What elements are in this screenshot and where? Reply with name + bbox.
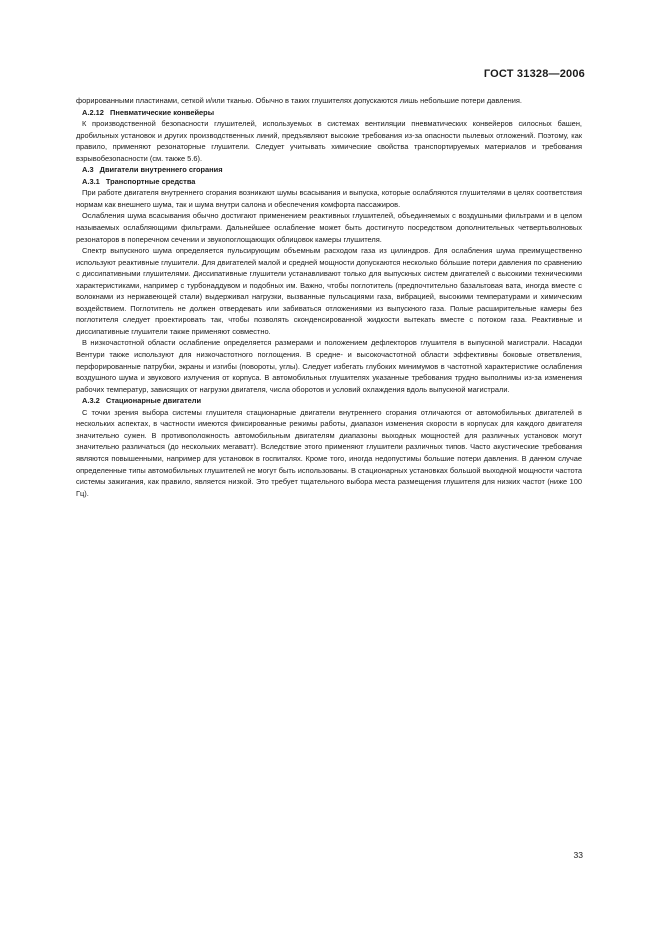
section-title: Стационарные двигатели <box>105 396 202 406</box>
section-heading-a32 <box>76 395 582 407</box>
document-header-id: ГОСТ 31328—2006 <box>483 68 585 80</box>
document-body <box>76 95 582 499</box>
paragraph-stationary-engines: С точки зрения выбора системы глушителя стационарные двигатели внутреннего сгорания отличаются от автомобильных двигателей в нескольких аспектах, в частности имеются фиксированные режимы работы, диапазон изменения скорости в корпусах для каждого двигателя значительно сужен. В противоположность автомобильным двигателям диапазоны выходных мощностей для различных установок могут значительно различаться (до нескольких мегаватт). Вследствие этого применяют глушители различных типов. Часто акустические требования являются повышенными, например для установок в госпиталях. Кроме того, иногда недопустимы большие потери давления. В данном случае определенные типы автомобильных глушителей не могут быть использованы. В стационарных установках большой выходной мощности частота системы зажигания, как правило, является низкой. Это требует тщательного выбора места размещения глушителя для низких частот (ниже 100 Гц). <box>76 407 582 498</box>
paragraph-exhaust-spectrum: Спектр выпускного шума определяется пульсирующим объемным расходом газа из цилиндров. Для ослабления шума преимущественно используют реактивные глушители. Для двигателей малой и средней мощности допускаются несколько бо́льшие потери давления по сравнению с диссипативными глушителями. Диссипативные глушители устанавливают только для выпускных систем двигателей с высокими техническими характеристиками, например с турбонаддувом и подобных им. Важно, чтобы поглотитель (предпочтительно базальтовая вата, иногда вместе с волокнами из нержавеющей стали) выдерживал нагрузки, вызванные пульсациями газа, вибрацией, высокими температурами и химическим воздействием. Поглотитель не должен отвердевать или забиваться отложениями из выпускного газа. Полые расширительные камеры без поглотителя следует проектировать так, чтобы позволять сконденсированной жидкости вытекать вместе с потоком газа. Реактивные и диссипативные глушители также применяют совместно. <box>76 246 582 336</box>
section-number: А.3.1 <box>82 176 100 186</box>
section-title: Транспортные средства <box>105 176 196 186</box>
paragraph-engine-noise: При работе двигателя внутреннего сгорания возникают шумы всасывания и выпуска, которые ослабляются глушителями в целях соответствия нормам как внешнего шума, так и шума внутри салона и обеспечения комфорта пассажиров. <box>76 188 582 209</box>
section-number: А.2.12 <box>82 107 104 117</box>
paragraph-low-frequency: В низкочастотной области ослабление определяется размерами и положением дефлекторов глушителя в выпускной магистрали. Насадки Вентури также используют для низкочастотного поглощения. В средне- и высокочастотной области эффективны боковые ответвления, перфорированные патрубки, экраны и изгибы (повороты, углы). Следует избегать глубоких минимумов в частотной характеристике ослабления воздушного шума и звукового излучения от корпуса. В автомобильных глушителях указанные требования трудно выполнимы из-за изменения рабочих температур, зависящих от нагрузки двигателя, числа оборотов и условий охлаждения вдоль выпускной магистрали. <box>76 338 582 394</box>
paragraph-intake-noise: Ослабления шума всасывания обычно достигают применением реактивных глушителей, объединяемых с воздушными фильтрами и в целом называемых ослабляющими фильтрами. Дальнейшее ослабление может быть достигнуто посредством дополнительных четвертьволновых резонаторов в поперечном сечении и звукопоглощающих облицовок камеры глушителя. <box>76 211 582 244</box>
section-heading-a3 <box>76 164 582 176</box>
paragraph-pneumatic-conveyors: К производственной безопасности глушителей, используемых в системах вентиляции пневматических конвейеров силосных башен, дробильных установок и других производственных линий, предъявляют высокие требования из-за опасности пылевых отложений. Поэтому, как правило, применяют резонаторные глушители. Следует учитывать химические свойства транспортируемых материалов и требования взрывобезопасности (см. также 5.6). <box>76 119 582 163</box>
section-heading-a31 <box>76 176 582 188</box>
section-number: А.3 <box>82 165 94 175</box>
paragraph-continued: форированными пластинами, сеткой и/или тканью. Обычно в таких глушителях допускаются лишь небольшие потери давления. <box>76 96 522 105</box>
page-number: 33 <box>573 850 583 860</box>
section-title: Пневматические конвейеры <box>110 107 215 117</box>
section-heading-a212 <box>76 107 582 119</box>
section-number: А.3.2 <box>82 396 100 406</box>
section-title: Двигатели внутреннего сгорания <box>99 165 223 175</box>
